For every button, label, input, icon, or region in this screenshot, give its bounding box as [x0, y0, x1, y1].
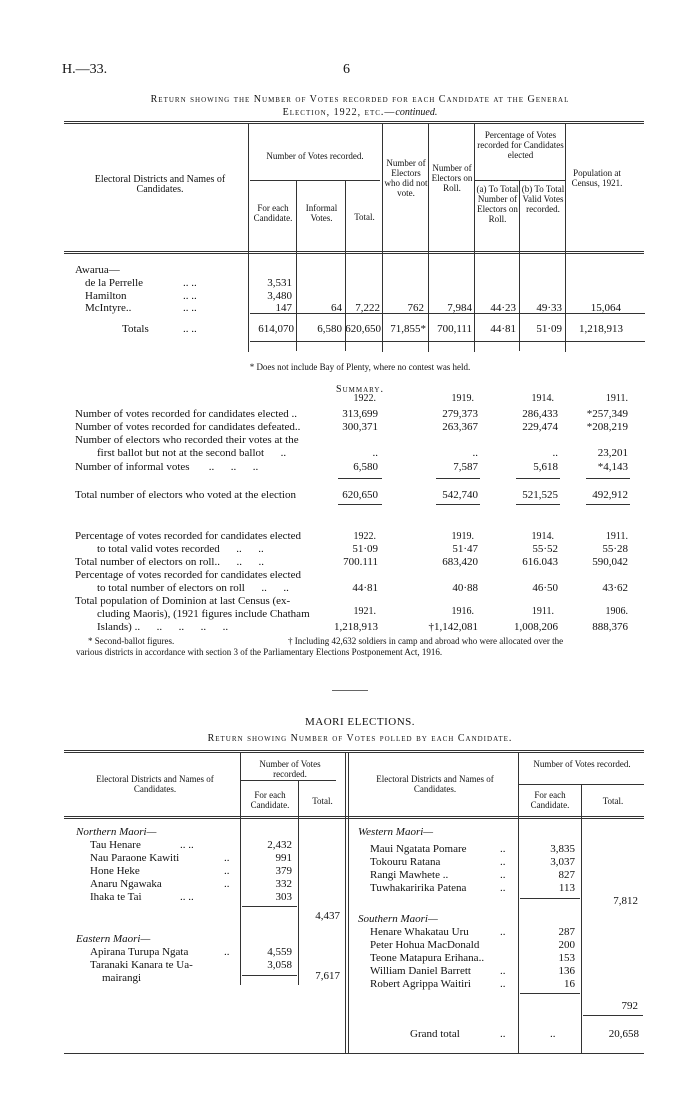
cell-on-roll: 7,984 — [447, 302, 472, 314]
table1-title-a: Election, 1922, etc.— — [282, 107, 396, 118]
sum-rule — [338, 478, 382, 479]
summary-cell: 43·62 — [602, 582, 628, 594]
section-divider — [332, 690, 368, 691]
summary-row-label: Total number of electors on roll.. .. .. — [75, 556, 264, 568]
grand-total-label: Grand total — [410, 1028, 460, 1040]
leader-dots: .. — [224, 852, 230, 864]
summary-cell: 700.111 — [343, 556, 378, 568]
year-label: 1911. — [605, 393, 628, 404]
maori-votes: 2,432 — [267, 839, 292, 851]
summary-footnote-c: various districts in accordance with section 3 of the Parliamentary Elections Postponement Act, 1916. — [76, 647, 443, 657]
maori-candidate-name: Anaru Ngawaka — [90, 878, 162, 890]
sum-rule — [516, 478, 560, 479]
leader-dots: .. .. — [183, 290, 197, 302]
leader-dots: .. — [500, 1028, 506, 1040]
cell-did-not-vote: 762 — [407, 302, 424, 314]
summary-footnote-a: * Second-ballot figures. — [88, 636, 175, 646]
maori-votes: 136 — [558, 965, 575, 977]
maori-header-rule2 — [64, 818, 644, 819]
summary-row-label: Percentage of votes recorded for candidates elected — [75, 569, 301, 581]
col-divider — [519, 181, 520, 351]
header-for-each: For each Candidate. — [253, 203, 293, 223]
leader-dots: .. — [224, 878, 230, 890]
grand-total-value: 20,658 — [608, 1028, 639, 1040]
maori-votes: 3,058 — [267, 959, 292, 971]
maori-candidate-name: Tau Henare — [90, 839, 141, 851]
year-label: 1911. — [531, 606, 554, 617]
header-did-not-vote: Number of Electors who did not vote. — [384, 158, 428, 198]
maori-candidate-name-cont: mairangi — [102, 972, 142, 984]
maori-candidate-name: Tokouru Ratana — [370, 856, 441, 868]
summary-cell: 40·88 — [452, 582, 478, 594]
header-pct-b: (b) To Total Valid Votes recorded. — [521, 184, 565, 214]
leader-dots: .. — [224, 946, 230, 958]
subtotal-rule — [242, 906, 297, 907]
maori-district-northern: Northern Maori— — [76, 826, 157, 838]
maori-candidate-name: Tuwhakaririka Patena — [370, 882, 467, 894]
maori-candidate-name: William Daniel Barrett — [370, 965, 471, 977]
maori-candidate-name: Maui Ngatata Pomare — [370, 843, 467, 855]
maori-votes: 379 — [275, 865, 292, 877]
leader-dots: .. .. — [183, 302, 197, 314]
pct-subrule — [475, 180, 565, 181]
totals-population: 1,218,913 — [579, 323, 623, 335]
summary-row-label: Total population of Dominion at last Census (ex- — [75, 595, 291, 607]
summary-cell: .. — [472, 447, 478, 459]
summary-cell: 279,373 — [442, 408, 478, 420]
table1-footnote: * Does not include Bay of Plenty, where no contest was held. — [249, 362, 471, 372]
maori-candidate-name: Robert Agrippa Waitiri — [370, 978, 471, 990]
summary-row-label: to total number of electors on roll .. .. — [97, 582, 289, 594]
maori-district-eastern: Eastern Maori— — [76, 933, 151, 945]
summary-total-cell: 492,912 — [592, 489, 628, 501]
maori-header-votes-left: Number of Votes recorded. — [259, 759, 321, 779]
summary-cell: 51·09 — [352, 543, 378, 555]
totals-for-each: 614,070 — [258, 323, 294, 335]
summary-cell: 23,201 — [597, 447, 628, 459]
summary-cell: 1,008,206 — [514, 621, 558, 633]
maori-header-for-each-left: For each Candidate. — [250, 790, 290, 810]
summary-cell: 1,218,913 — [334, 621, 378, 633]
maori-votes: 113 — [558, 882, 575, 894]
maori-district-total: 792 — [621, 1000, 638, 1012]
sum-rule — [586, 504, 630, 505]
candidate-name: de la Perrelle — [85, 277, 144, 289]
leader-dots: .. — [500, 882, 506, 894]
sum-rule — [586, 478, 630, 479]
totals-pct-b: 51·09 — [536, 323, 562, 335]
summary-cell: †1,142,081 — [428, 621, 478, 633]
summary-cell: *208,219 — [586, 421, 628, 433]
summary-row-label: Islands) .. .. .. .. .. — [97, 621, 229, 633]
leader-dots: .. — [500, 856, 506, 868]
header-districts: Electoral Districts and Names of Candidates. — [94, 174, 226, 195]
summary-cell: 286,433 — [522, 408, 558, 420]
table1-header-rule — [64, 251, 644, 252]
maori-header-for-each-right: For each Candidate. — [530, 790, 570, 810]
maori-district-southern: Southern Maori— — [358, 913, 438, 925]
summary-cell: 44·81 — [352, 582, 378, 594]
maori-title: MAORI ELECTIONS. — [304, 716, 416, 728]
maori-candidate-name: Rangi Mawhete .. — [370, 869, 449, 881]
table1-bottom-rule — [250, 341, 645, 342]
maori-votes: 303 — [275, 891, 292, 903]
summary-cell: 229,474 — [522, 421, 558, 433]
cell-for-each: 3,531 — [267, 277, 292, 289]
col-divider — [348, 753, 349, 1053]
sum-rule — [436, 504, 480, 505]
summary-total-cell: 521,525 — [522, 489, 558, 501]
year-label: 1914. — [531, 393, 554, 404]
year-label: 1916. — [451, 606, 474, 617]
sum-rule — [338, 504, 382, 505]
leader-dots: .. — [224, 865, 230, 877]
subtotal-rule — [583, 1015, 643, 1016]
maori-header-districts-left: Electoral Districts and Names of Candidates. — [96, 774, 214, 794]
leader-dots: .. — [500, 965, 506, 977]
maori-votes: 991 — [275, 852, 292, 864]
col-divider — [518, 753, 519, 1053]
summary-title: Summary. — [336, 384, 384, 395]
maori-votes: 3,037 — [550, 856, 575, 868]
summary-total-label: Total number of electors who voted at the election — [75, 489, 296, 501]
table1-header-rule2 — [64, 253, 644, 254]
summary-row-label: Number of votes recorded for candidates defeated.. — [75, 421, 301, 433]
maori-district-total: 4,437 — [315, 910, 340, 922]
leader-dots: .. .. — [183, 277, 197, 289]
cell-for-each: 3,480 — [267, 290, 292, 302]
year-label: 1914. — [531, 531, 554, 542]
table1-top-rule2 — [64, 123, 644, 124]
maori-votes: 4,559 — [267, 946, 292, 958]
totals-did-not-vote: 71,855* — [390, 323, 426, 335]
cell-pct-a: 44·23 — [490, 302, 516, 314]
year-label: 1906. — [605, 606, 628, 617]
leader-dots: .. .. — [180, 891, 194, 903]
maori-candidate-name: Nau Paraone Kawiti — [90, 852, 180, 864]
maori-votes: 287 — [558, 926, 575, 938]
maori-candidate-name: Taranaki Kanara te Ua- — [90, 959, 193, 971]
page-ref: H.—33. — [62, 62, 108, 77]
page-number: 6 — [343, 62, 350, 77]
summary-cell: 590,042 — [592, 556, 628, 568]
summary-cell: 313,699 — [342, 408, 378, 420]
summary-cell: 888,376 — [592, 621, 628, 633]
sum-rule — [436, 478, 480, 479]
summary-row-label: to total valid votes recorded .. .. — [97, 543, 264, 555]
leader-dots: .. — [500, 978, 506, 990]
summary-cell: 6,580 — [353, 461, 378, 473]
leader-dots: .. — [500, 926, 506, 938]
subtotal-rule — [520, 898, 580, 899]
summary-cell: 300,371 — [342, 421, 378, 433]
table1-top-rule — [64, 121, 644, 122]
header-informal: Informal Votes. — [305, 203, 338, 223]
year-label: 1919. — [451, 531, 474, 542]
maori-candidate-name: Apirana Turupa Ngata — [90, 946, 189, 958]
summary-footnote-b: † Including 42,632 soldiers in camp and abroad who were allocated over the — [288, 636, 564, 646]
year-label: 1919. — [451, 393, 474, 404]
summary-total-cell: 620,650 — [342, 489, 378, 501]
maori-top-rule2 — [64, 752, 644, 753]
header-on-roll: Number of Electors on Roll. — [431, 163, 473, 193]
summary-cell: 46·50 — [532, 582, 558, 594]
maori-header-rule — [64, 816, 644, 817]
subtotal-rule — [520, 993, 580, 994]
maori-candidate-name: Teone Matapura Erihana.. — [370, 952, 485, 964]
year-label: 1922. — [353, 393, 376, 404]
summary-row-label: first ballot but not at the second ballot .. — [97, 447, 287, 459]
summary-row-label: Number of votes recorded for candidates elected .. — [75, 408, 298, 420]
summary-row-label: cluding Maoris), (1921 figures include Chatham — [97, 608, 310, 620]
summary-cell: *257,349 — [586, 408, 628, 420]
candidate-name: McIntyre.. — [85, 302, 132, 314]
summary-cell: 7,587 — [453, 461, 478, 473]
col-divider — [581, 785, 582, 1053]
table1-title: Return showing the Number of Votes recorded for each Candidate at the General — [150, 94, 570, 105]
leader-dots: .. — [500, 869, 506, 881]
col-divider — [240, 753, 241, 985]
maori-votes: 16 — [564, 978, 575, 990]
leader-dots: .. .. — [180, 839, 194, 851]
header-votes-recorded: Number of Votes recorded. — [266, 151, 364, 161]
header-total: Total. — [354, 212, 375, 222]
votes-subrule — [250, 180, 380, 181]
maori-votes: 332 — [275, 878, 292, 890]
summary-cell: 683,420 — [442, 556, 478, 568]
totals-informal: 6,580 — [317, 323, 342, 335]
table1-title-line2 — [60, 107, 660, 118]
maori-votes: 3,835 — [550, 843, 575, 855]
cell-population: 15,064 — [590, 302, 621, 314]
summary-cell: 55·28 — [602, 543, 628, 555]
col-divider — [382, 124, 383, 352]
candidate-name: Hamilton — [85, 290, 127, 302]
maori-header-votes-right: Number of Votes recorded. — [533, 759, 631, 769]
col-divider — [345, 753, 346, 1053]
cell-for-each: 147 — [275, 302, 292, 314]
year-label: 1921. — [353, 606, 376, 617]
totals-on-roll: 700,111 — [437, 323, 472, 335]
maori-bottom-rule — [64, 1053, 644, 1054]
summary-cell: 263,367 — [442, 421, 478, 433]
summary-total-cell: 542,740 — [442, 489, 478, 501]
summary-cell: *4,143 — [597, 461, 628, 473]
year-label: 1922. — [353, 531, 376, 542]
maori-candidate-name: Hone Heke — [90, 865, 140, 877]
maori-sub-rule-left — [240, 780, 336, 781]
leader-dots: .. — [500, 843, 506, 855]
maori-district-western: Western Maori— — [358, 826, 434, 838]
maori-header-total-left: Total. — [312, 796, 333, 806]
maori-votes: 200 — [558, 939, 575, 951]
summary-cell: 55·52 — [532, 543, 558, 555]
table1-title-b: continued. — [395, 107, 438, 118]
col-divider — [565, 124, 566, 352]
leader-dots: .. — [550, 1028, 556, 1040]
cell-total: 7,222 — [355, 302, 380, 314]
summary-row-label: Number of electors who recorded their votes at the — [75, 434, 299, 446]
district-name: Awarua— — [75, 264, 120, 276]
summary-cell: 616.043 — [522, 556, 558, 568]
col-divider — [296, 181, 297, 351]
maori-subtitle: Return showing Number of Votes polled by each Candidate. — [207, 733, 513, 744]
cell-informal: 64 — [331, 302, 342, 314]
maori-header-total-right: Total. — [602, 796, 624, 806]
header-population: Population at Census, 1921. — [571, 168, 623, 188]
summary-cell: .. — [552, 447, 558, 459]
summary-row-label: Number of informal votes .. .. .. — [75, 461, 259, 473]
summary-cell: 5,618 — [533, 461, 558, 473]
summary-cell: 51·47 — [452, 543, 478, 555]
header-pct-a: (a) To Total Number of Electors on Roll. — [476, 184, 519, 224]
maori-district-total: 7,617 — [315, 970, 340, 982]
col-divider — [248, 124, 249, 352]
maori-district-total: 7,812 — [613, 895, 638, 907]
summary-cell: .. — [372, 447, 378, 459]
totals-total: 620,650 — [345, 323, 381, 335]
maori-candidate-name: Henare Whakatau Uru — [370, 926, 469, 938]
maori-header-districts-right: Electoral Districts and Names of Candidates. — [376, 774, 494, 794]
maori-votes: 827 — [558, 869, 575, 881]
col-divider — [428, 124, 429, 352]
col-divider — [298, 781, 299, 985]
sum-rule — [516, 504, 560, 505]
header-percentage: Percentage of Votes recorded for Candidates elected — [477, 130, 564, 160]
maori-top-rule — [64, 750, 644, 751]
maori-candidate-name: Ihaka te Tai — [90, 891, 142, 903]
cell-pct-b: 49·33 — [536, 302, 562, 314]
totals-label: Totals — [122, 323, 149, 335]
summary-row-label: Percentage of votes recorded for candidates elected — [75, 530, 301, 542]
maori-votes: 153 — [558, 952, 575, 964]
col-divider — [474, 124, 475, 352]
subtotal-rule — [242, 975, 297, 976]
totals-pct-a: 44·81 — [490, 323, 516, 335]
maori-candidate-name: Peter Hohua MacDonald — [370, 939, 480, 951]
leader-dots: .. .. — [183, 323, 197, 335]
year-label: 1911. — [605, 531, 628, 542]
